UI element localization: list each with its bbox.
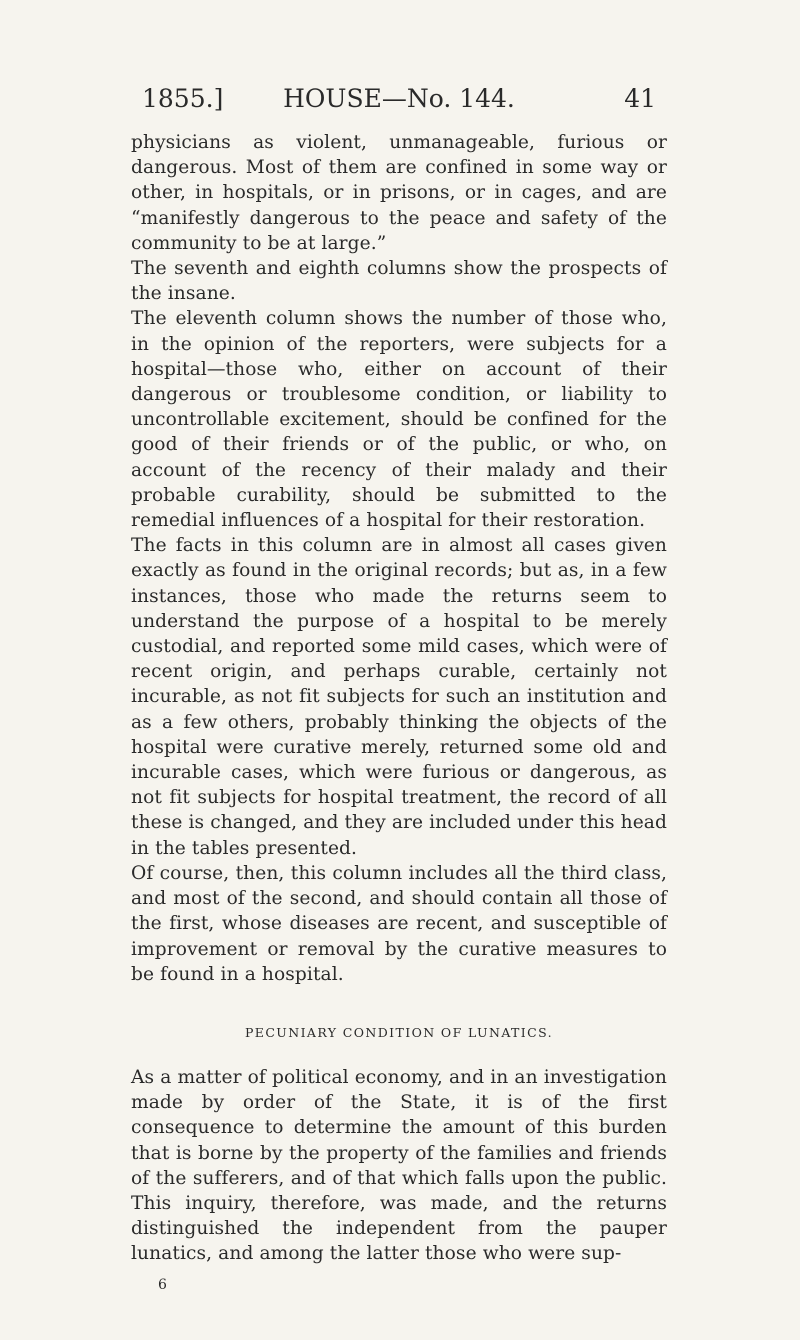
- running-head: [142, 82, 656, 116]
- section-paragraph-1: As a matter of political economy, and in an investigation made by order of the State, it is of the first consequence to determine the amount of this burden that is borne by the property of the families and friends of the sufferers, and of that which falls upon the public. This inquiry, therefore, was made, and the returns distinguished the independent from the pauper lunatics, and among the latter those who were sup-: [131, 1066, 667, 1265]
- paragraph-1: physicians as violent, unmanageable, furious or dangerous. Most of them are confined in some way or other, in hospitals, or in prisons, or in cages, and are “manifestly dangerous to the peace and safety of the community to be at large.”: [131, 132, 667, 254]
- paragraph-3: The eleventh column shows the number of those who, in the opinion of the reporters, were subjects for a hospital—those who, either on account of their dangerous or troublesome condition, or liability to uncontrollable excitement, should be confined for the good of their friends or of the public, or who, on account of the recency of their malady and their probable curability, should be submitted to the remedial influences of a hospital for their restoration.: [131, 308, 667, 532]
- page-number: 41: [624, 84, 656, 113]
- paragraph-4: The facts in this column are in almost all cases given exactly as found in the original records; but as, in a few instances, those who made the returns seem to understand the purpose of a hospital to be merely custodial, and reported some mild cases, which were of recent origin, and perhaps curable, certainly not incurable, as not fit subjects for such an institution and as a few others, probably thinking the objects of the hospital were curative merely, returned some old and incurable cases, which were furious or dangerous, as not fit subjects for hospital treatment, the record of all these is changed, and they are included under this head in the tables presented.: [131, 535, 667, 859]
- running-head-title: HOUSE—No. 144.: [283, 84, 515, 113]
- body-text: [131, 130, 667, 1267]
- paragraph-2: The seventh and eighth columns show the prospects of the insane.: [131, 258, 667, 305]
- signature-mark: 6: [158, 1277, 167, 1293]
- section-heading: PECUNIARY CONDITION OF LUNATICS.: [245, 1024, 553, 1040]
- running-head-year: 1855.]: [142, 84, 224, 113]
- paragraph-5: Of course, then, this column includes all the third class, and most of the second, and should contain all those of the first, whose diseases are recent, and susceptible of improvement or removal by the curative measures to be found in a hospital.: [131, 862, 667, 985]
